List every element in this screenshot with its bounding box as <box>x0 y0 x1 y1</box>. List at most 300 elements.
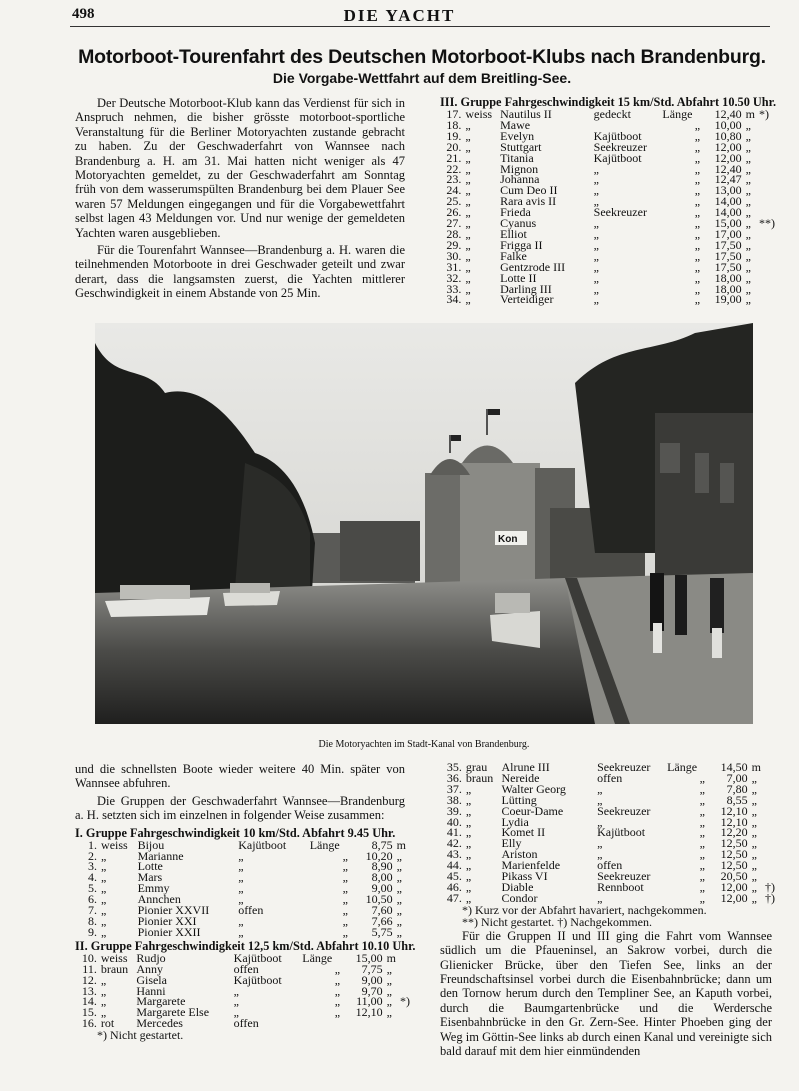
entry-lab <box>302 975 332 986</box>
entry-q: „ <box>694 128 701 143</box>
entry-no: 6. <box>88 892 98 907</box>
entry-unit: „ <box>745 259 751 274</box>
entry-unit: „ <box>386 983 392 998</box>
entry-note <box>396 964 410 975</box>
entry-name: Falke <box>500 248 527 263</box>
entry-note <box>761 795 775 806</box>
entry-note <box>761 762 775 773</box>
entry-unit: „ <box>386 972 392 987</box>
entry-q: „ <box>342 848 348 863</box>
entry-flag: „ <box>465 194 471 209</box>
group3-footnote-2: **) Nicht gestartet. †) Nachgekommen. <box>462 914 652 929</box>
entry-len: 20,50 <box>720 869 748 884</box>
entry-flag: rot <box>100 1016 115 1031</box>
intro-paragraph-2: Für die Tourenfahrt Wannsee—Brandenburg a. H. waren die teilnehmenden Motorboote in drei Geschwader geteilt und zwar derart, dass die langsamsten zuerst, die Yachten mittlerer Geschwindigkeit in einem Abstande von 25 Min. <box>75 243 405 301</box>
entry-no: 15. <box>81 1005 97 1020</box>
entry-note <box>406 872 410 883</box>
entry-len: 12,00 <box>720 890 748 905</box>
entry-name: Hanni <box>136 983 166 998</box>
entry-note <box>755 196 775 207</box>
entry-flag: weiss <box>100 950 128 965</box>
entry-type: offen <box>233 961 259 976</box>
entry-len: 17,50 <box>714 259 742 274</box>
entry-no: 45. <box>446 869 462 884</box>
entry-flag: „ <box>465 890 472 905</box>
entry-len: 9,00 <box>361 972 383 987</box>
entry-len: 10,00 <box>714 117 742 132</box>
entry-name: Walter Georg <box>501 781 566 796</box>
entry-type: Kajütboot <box>593 150 642 165</box>
entry-type: „ <box>597 847 603 862</box>
entry-name: Alrune III <box>501 760 550 774</box>
entry-type: offen <box>597 770 623 785</box>
entry-flag: „ <box>101 913 107 928</box>
entry-name: Darling III <box>500 281 552 296</box>
group2-heading: II. Gruppe Fahrgeschwindigkeit 12,5 km/Std. Abfahrt 10.10 Uhr. <box>75 938 416 953</box>
entry-no: 10. <box>81 950 97 965</box>
entry-len: 7,66 <box>371 913 393 928</box>
entry-len: 8,55 <box>726 792 748 807</box>
entry-unit: „ <box>386 1005 392 1020</box>
entry-note <box>755 120 775 131</box>
entry-q: „ <box>342 913 348 928</box>
entry-len: 10,20 <box>365 848 393 863</box>
entry-q: „ <box>694 117 701 132</box>
entry-no: 22. <box>446 161 462 176</box>
entry-q: „ <box>334 994 341 1009</box>
entry-len: 11,00 <box>356 994 383 1009</box>
entry-lab <box>310 861 340 872</box>
entry-name: Margarete <box>136 994 186 1009</box>
entry-no: 25. <box>446 194 462 209</box>
running-title: DIE YACHT <box>343 6 456 25</box>
entry-type: „ <box>597 781 603 796</box>
entry-name: Gisela <box>136 972 167 987</box>
entry-note <box>406 927 410 938</box>
entry-q: „ <box>694 281 701 296</box>
entry-type: gedeckt <box>593 107 631 121</box>
entry-lab <box>667 827 697 838</box>
entry-lab <box>662 294 692 305</box>
entry-lab <box>662 120 692 131</box>
entry-name: Pionier XXII <box>137 924 201 939</box>
entry-unit: „ <box>751 847 757 862</box>
entry-note <box>755 284 775 295</box>
entry-unit: „ <box>745 270 751 285</box>
entry-q: „ <box>694 161 701 176</box>
entry-lab <box>662 164 692 175</box>
entry-name: Elly <box>501 836 522 851</box>
entry-no: 29. <box>446 237 462 252</box>
entry-note <box>755 142 775 153</box>
entry-q: „ <box>342 870 348 885</box>
entry-type: „ <box>593 270 599 285</box>
entry-name: Verteidiger <box>500 292 554 307</box>
entry-name: Cyanus <box>500 216 537 231</box>
entry-type: „ <box>238 924 244 939</box>
entry-unit: „ <box>396 903 402 918</box>
entry-q: „ <box>342 881 348 896</box>
entry-unit: „ <box>745 292 751 307</box>
entry-len: 7,60 <box>371 903 393 918</box>
entry-flag: „ <box>465 183 471 198</box>
entry-type: Seekreuzer <box>593 139 647 154</box>
entry-lab <box>310 851 340 862</box>
entry-q: „ <box>699 814 705 829</box>
entry-len: 17,50 <box>714 237 742 252</box>
entry-no: 23. <box>446 172 462 187</box>
entry-unit: „ <box>396 892 402 907</box>
entry-q: „ <box>342 903 348 918</box>
entry-unit: „ <box>751 858 757 873</box>
entry-note <box>396 953 410 964</box>
entry-flag: „ <box>465 205 471 220</box>
entry-no: 43. <box>446 847 462 862</box>
entry-type: offen <box>233 1016 259 1031</box>
photo-caption: Die Motoryachten im Stadt-Kanal von Brandenburg. <box>318 739 530 750</box>
entry-name: Pionier XXI <box>137 913 197 928</box>
entry-note <box>755 229 775 240</box>
entry-flag: „ <box>465 292 471 307</box>
group3-heading: III. Gruppe Fahrgeschwindigkeit 15 km/Std. Abfahrt 10.50 Uhr. <box>440 95 777 109</box>
entry-flag: „ <box>465 869 472 884</box>
entry-unit: „ <box>745 205 751 220</box>
entry-name: Anny <box>136 961 163 976</box>
entry-lab <box>662 251 692 262</box>
entry-lab <box>302 1018 332 1029</box>
entry-name: Frieda <box>500 205 531 220</box>
entry-note: *) <box>759 107 769 121</box>
entry-type: „ <box>597 814 603 829</box>
continuation-text <box>75 762 405 823</box>
entry-no: 32. <box>446 270 462 285</box>
entry-no: 39. <box>446 803 462 818</box>
entry-no: 28. <box>446 226 462 241</box>
entry-len: 18,00 <box>714 270 742 285</box>
entry-q: „ <box>694 172 701 187</box>
entry-name: Mawe <box>500 117 531 132</box>
entry-unit: „ <box>751 770 757 785</box>
entry-unit: „ <box>745 183 751 198</box>
entry-flag: „ <box>101 903 107 918</box>
entry-unit: „ <box>745 237 751 252</box>
entry-no: 19. <box>446 128 462 143</box>
group3-table-bottom <box>440 762 775 904</box>
entry-no: 3. <box>88 859 98 874</box>
entry-flag: „ <box>465 803 472 818</box>
entry-flag: „ <box>101 859 107 874</box>
entry-lab <box>662 153 692 164</box>
entry-type: „ <box>593 183 599 198</box>
entry-lab <box>667 882 697 893</box>
entry-flag: „ <box>101 924 107 939</box>
entry-name: Coeur-Dame <box>501 803 564 818</box>
entry-name: Elliot <box>500 226 527 241</box>
entry-type: „ <box>593 216 599 231</box>
entry-no: 21. <box>446 150 462 165</box>
entry-no: 33. <box>446 281 462 296</box>
entry-no: 35. <box>446 760 462 774</box>
entry-q: „ <box>699 770 705 785</box>
entry-unit: m <box>751 760 761 774</box>
entry-type: Kajütboot <box>597 825 646 840</box>
entry-name: Bijou <box>137 837 165 852</box>
entry-no: 44. <box>446 858 462 873</box>
entry-note <box>761 817 775 828</box>
entry-name: Marienfelde <box>501 858 561 873</box>
entry-lab <box>662 131 692 142</box>
entry-name: Lotte II <box>500 270 537 285</box>
entry-note <box>761 860 775 871</box>
entry-type: Seekreuzer <box>593 205 647 220</box>
entry-no: 31. <box>446 259 462 274</box>
entry-len: 18,00 <box>714 281 742 296</box>
entry-unit: „ <box>751 836 757 851</box>
entry-type: Rennboot <box>597 879 644 894</box>
entry-len: 9,00 <box>371 881 393 896</box>
entry-q: „ <box>342 859 348 874</box>
entry-no: 26. <box>446 205 462 220</box>
entry-len: 12,47 <box>714 172 742 187</box>
entry-len: 17,50 <box>714 248 742 263</box>
bottom-left-column <box>75 762 416 1043</box>
entry-len: 12,10 <box>720 814 748 829</box>
entry-no: 11. <box>82 961 97 976</box>
entry-lab <box>667 860 697 871</box>
entry-lab <box>662 218 692 229</box>
entry-name: Rara avis II <box>500 194 557 209</box>
entry-lab <box>302 964 332 975</box>
entry-no: 2. <box>88 848 98 863</box>
entry-type: „ <box>233 1005 239 1020</box>
entry-lab <box>310 927 340 938</box>
entry-flag: „ <box>465 248 471 263</box>
entry-name: Pionier XXVII <box>137 903 210 918</box>
entry-q: „ <box>699 890 705 905</box>
entry-len: 12,40 <box>714 161 742 176</box>
entry-unit: „ <box>396 881 402 896</box>
entry-flag: „ <box>465 836 472 851</box>
entry-unit: m <box>386 950 396 965</box>
entry-lab <box>302 1007 332 1018</box>
entry-lab <box>662 273 692 284</box>
entry-q: „ <box>694 183 701 198</box>
entry-len: 7,75 <box>361 961 383 976</box>
entry-no: 40. <box>446 814 462 829</box>
entry-name: Rudjo <box>136 950 166 965</box>
entry-q: „ <box>699 792 705 807</box>
entry-flag: „ <box>101 848 107 863</box>
entry-name: Ariston <box>501 847 538 862</box>
entry-q: „ <box>342 924 348 939</box>
entry-no: 4. <box>88 870 98 885</box>
entry-q: „ <box>699 858 705 873</box>
group2-table <box>75 950 410 1031</box>
entry-flag: „ <box>465 117 471 132</box>
entry-no: 34. <box>446 292 462 307</box>
group2-footnote: *) Nicht gestartet. <box>97 1028 184 1043</box>
entry-len: 10,50 <box>365 892 393 907</box>
entry-unit: „ <box>386 994 392 1009</box>
entry-type: Seekreuzer <box>597 803 651 818</box>
table-row <box>440 294 775 305</box>
entry-type: „ <box>593 194 599 209</box>
entry-no: 16. <box>81 1016 97 1031</box>
entry-lab <box>310 872 340 883</box>
entry-type: „ <box>597 890 603 905</box>
entry-q: „ <box>694 259 701 274</box>
entry-flag: weiss <box>465 107 493 121</box>
header-rule <box>70 26 770 27</box>
entry-no: 42. <box>446 836 462 851</box>
entry-unit: „ <box>751 792 757 807</box>
entry-type: „ <box>593 248 599 263</box>
entry-flag: „ <box>465 792 472 807</box>
entry-unit: „ <box>751 879 757 894</box>
entry-name: Mars <box>137 870 163 885</box>
entry-flag: „ <box>465 781 472 796</box>
group1-table <box>75 837 410 939</box>
boat-sign-text: Kon <box>498 534 518 545</box>
entry-unit: „ <box>751 825 757 840</box>
entry-lab <box>310 916 340 927</box>
entry-note: *) <box>400 994 410 1009</box>
entry-no: 38. <box>446 792 462 807</box>
entry-q: „ <box>694 194 701 209</box>
entry-flag: „ <box>465 825 472 840</box>
entry-flag: „ <box>465 128 471 143</box>
entry-name: Marianne <box>137 848 184 863</box>
entry-len: 8,75 <box>371 837 393 852</box>
entry-no: 17. <box>446 107 462 121</box>
entry-note <box>755 251 775 262</box>
canal-photo-illustration <box>95 323 753 724</box>
entry-type: Kajütboot <box>238 837 287 852</box>
entry-name: Emmy <box>137 881 170 896</box>
entry-no: 5. <box>88 881 98 896</box>
entry-type: Seekreuzer <box>597 760 651 774</box>
entry-q: „ <box>334 1005 341 1020</box>
group3-block <box>440 96 775 305</box>
entry-q <box>332 1018 342 1029</box>
entry-q: „ <box>699 869 705 884</box>
table-row <box>75 975 410 986</box>
entry-unit: „ <box>751 803 757 818</box>
entry-note <box>755 153 775 164</box>
entry-note <box>396 1007 410 1018</box>
entry-unit: „ <box>396 913 402 928</box>
entry-name: Margarete Else <box>136 1005 210 1020</box>
entry-unit: m <box>396 837 406 852</box>
entry-flag: „ <box>465 259 471 274</box>
entry-unit: „ <box>396 848 402 863</box>
entry-lab <box>310 894 340 905</box>
entry-note: **) <box>759 216 775 231</box>
entry-note <box>406 840 410 851</box>
entry-name: Cum Deo II <box>500 183 558 198</box>
entry-name: Evelyn <box>500 128 535 143</box>
entry-q: „ <box>694 270 701 285</box>
entry-q: „ <box>694 237 701 252</box>
entry-note: †) <box>765 879 775 894</box>
entry-q: „ <box>342 892 348 907</box>
entry-type: „ <box>233 994 239 1009</box>
entry-unit: „ <box>745 194 751 209</box>
entry-lab <box>667 806 697 817</box>
entry-note: †) <box>765 890 775 905</box>
entry-len: 5,75 <box>371 924 393 939</box>
entry-type: „ <box>233 983 239 998</box>
entry-lab <box>310 905 340 916</box>
table-row <box>440 773 775 784</box>
entry-type: „ <box>238 881 244 896</box>
entry-len: 14,00 <box>714 205 742 220</box>
entry-no: 9. <box>88 924 98 939</box>
entry-unit: „ <box>745 161 751 176</box>
entry-no: 7. <box>88 903 98 918</box>
entry-flag: „ <box>101 881 107 896</box>
page-number: 498 <box>72 6 95 22</box>
entry-lab <box>662 284 692 295</box>
entry-q: „ <box>694 205 701 220</box>
entry-type: Kajütboot <box>233 950 282 965</box>
entry-len: 17,00 <box>714 226 742 241</box>
entry-note <box>406 851 410 862</box>
entry-unit: „ <box>396 924 402 939</box>
entry-q: „ <box>699 836 705 851</box>
entry-len: 12,10 <box>355 1005 383 1020</box>
entry-name: Komet II <box>501 825 546 840</box>
entry-flag: „ <box>465 237 471 252</box>
entry-note <box>761 849 775 860</box>
entry-lab: Länge <box>662 107 693 121</box>
entry-unit: „ <box>745 117 751 132</box>
entry-lab <box>667 817 697 828</box>
canal-photo <box>95 323 753 724</box>
entry-unit: „ <box>751 814 757 829</box>
entry-name: Titania <box>500 150 534 165</box>
entry-flag: „ <box>465 858 472 873</box>
entry-q: „ <box>334 961 341 976</box>
entry-lab <box>302 986 332 997</box>
entry-no: 8. <box>88 913 98 928</box>
entry-name: Gentzrode III <box>500 259 566 274</box>
entry-flag: „ <box>100 983 107 998</box>
entry-type: „ <box>593 161 599 176</box>
entry-lab <box>662 142 692 153</box>
entry-name: Johanna <box>500 172 540 187</box>
entry-lab <box>662 229 692 240</box>
entry-type: „ <box>238 848 244 863</box>
entry-lab <box>662 207 692 218</box>
entry-type: „ <box>593 237 599 252</box>
entry-len: 19,00 <box>714 292 742 307</box>
entry-len: 7,00 <box>726 770 748 785</box>
entry-type: Kajütboot <box>593 128 642 143</box>
entry-q: „ <box>334 972 341 987</box>
entry-flag: „ <box>465 172 471 187</box>
entry-unit: „ <box>396 870 402 885</box>
entry-len: 12,50 <box>720 847 748 862</box>
entry-lab <box>667 849 697 860</box>
entry-len: 12,00 <box>720 879 748 894</box>
entry-flag: „ <box>465 879 472 894</box>
entry-lab <box>662 262 692 273</box>
entry-q: „ <box>694 226 701 241</box>
continuation-paragraph-1: und die schnellsten Boote wieder weitere 40 Min. später von Wannsee abfuhren. <box>75 762 405 791</box>
entry-note <box>755 273 775 284</box>
entry-len: 14,50 <box>720 760 748 774</box>
